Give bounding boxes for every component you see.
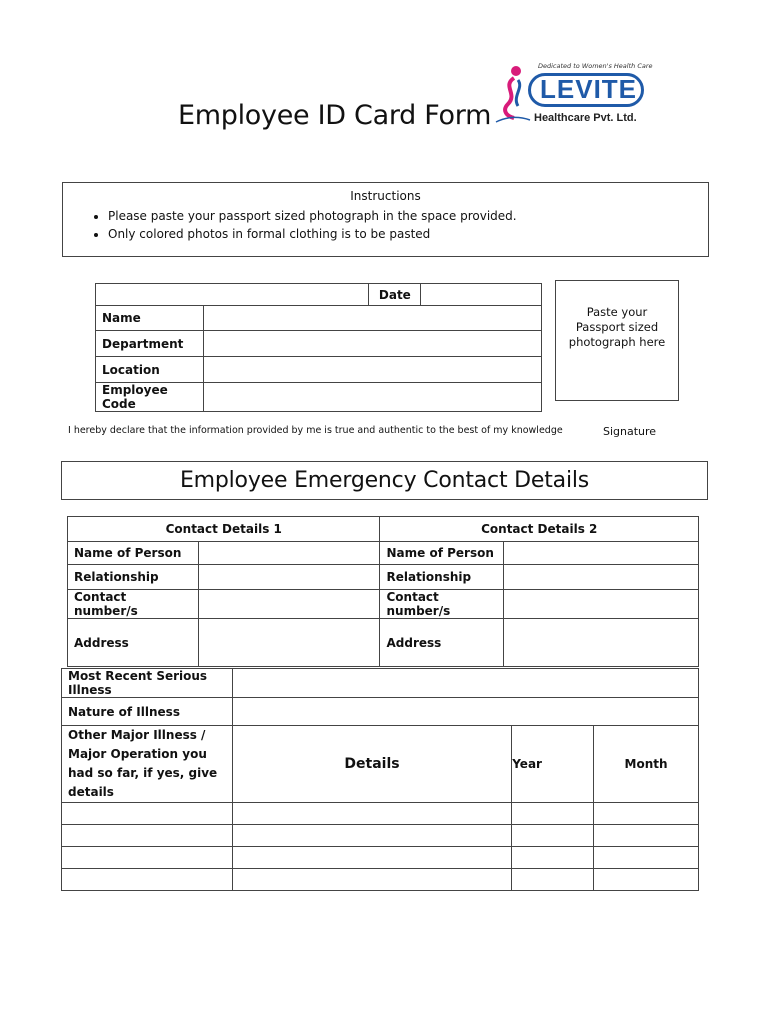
- company-logo: [492, 62, 652, 128]
- name-label: Name: [96, 306, 204, 331]
- recent-illness-label: Most Recent Serious Illness: [62, 669, 233, 698]
- logo-figure-icon: [492, 62, 532, 128]
- illness-year-cell[interactable]: [512, 847, 594, 869]
- contact1-address-input[interactable]: [198, 619, 380, 667]
- illness-month-cell[interactable]: [594, 825, 699, 847]
- contact1-relationship-input[interactable]: [198, 565, 380, 590]
- date-input[interactable]: [421, 284, 542, 306]
- photo-line: Paste your: [586, 305, 648, 319]
- contact1-address-label: Address: [68, 619, 199, 667]
- illness-details-cell[interactable]: [232, 803, 511, 825]
- department-input[interactable]: [203, 331, 541, 357]
- emergency-heading: Employee Emergency Contact Details: [61, 461, 708, 500]
- contact2-number-input[interactable]: [504, 590, 699, 619]
- emergency-contact-table: [67, 516, 699, 667]
- page-title: Employee ID Card Form: [178, 100, 492, 131]
- illness-name-cell[interactable]: [62, 869, 233, 891]
- instruction-item: • Please paste your passport sized photograph in the space provided.: [108, 207, 517, 225]
- illness-year-cell[interactable]: [512, 869, 594, 891]
- instructions-list: [93, 207, 517, 243]
- nature-illness-input[interactable]: [232, 698, 698, 726]
- illness-month-cell[interactable]: [594, 847, 699, 869]
- contact1-number-label: Contact number/s: [68, 590, 199, 619]
- contact2-relationship-input[interactable]: [504, 565, 699, 590]
- illness-details-cell[interactable]: [232, 825, 511, 847]
- photo-line: Passport sized: [575, 320, 659, 334]
- year-header: Year: [512, 726, 594, 803]
- logo-brand: LEVITE: [540, 74, 638, 104]
- instructions-box: [62, 182, 709, 257]
- declaration-text: I hereby declare that the information provided by me is true and authentic to the best of my knowledge: [68, 425, 563, 436]
- name-input[interactable]: [203, 306, 541, 331]
- photo-line: photograph here: [568, 335, 666, 349]
- contact1-relationship-label: Relationship: [68, 565, 199, 590]
- contact2-name-input[interactable]: [504, 542, 699, 565]
- illness-name-cell[interactable]: [62, 803, 233, 825]
- contact2-name-label: Name of Person: [380, 542, 504, 565]
- illness-details-cell[interactable]: [232, 847, 511, 869]
- contact2-address-input[interactable]: [504, 619, 699, 667]
- contact1-number-input[interactable]: [198, 590, 380, 619]
- month-header: Month: [594, 726, 699, 803]
- illness-year-cell[interactable]: [512, 803, 594, 825]
- nature-illness-label: Nature of Illness: [62, 698, 233, 726]
- contact2-relationship-label: Relationship: [380, 565, 504, 590]
- contact1-name-input[interactable]: [198, 542, 380, 565]
- logo-tagline: Dedicated to Women's Health Care: [538, 62, 653, 70]
- photo-box[interactable]: [555, 280, 679, 401]
- employee-code-input[interactable]: [203, 383, 541, 412]
- employee-code-label: Employee Code: [96, 383, 204, 412]
- date-spacer-cell: [96, 284, 369, 306]
- other-illness-label: Other Major Illness / Major Operation you had so far, if yes, give details: [62, 726, 233, 803]
- illness-name-cell[interactable]: [62, 825, 233, 847]
- recent-illness-input[interactable]: [232, 669, 698, 698]
- contact2-address-label: Address: [380, 619, 504, 667]
- illness-table: [61, 668, 699, 891]
- illness-month-cell[interactable]: [594, 803, 699, 825]
- signature-label: Signature: [603, 425, 657, 438]
- instruction-item: • Only colored photos in formal clothing is to be pasted: [108, 225, 517, 243]
- id-form-table: [95, 283, 542, 412]
- illness-month-cell[interactable]: [594, 869, 699, 891]
- illness-name-cell[interactable]: [62, 847, 233, 869]
- contact2-heading: Contact Details 2: [380, 517, 699, 542]
- logo-company: Healthcare Pvt. Ltd.: [534, 112, 637, 124]
- illness-details-cell[interactable]: [232, 869, 511, 891]
- illness-year-cell[interactable]: [512, 825, 594, 847]
- instructions-heading: Instructions: [350, 189, 421, 203]
- location-input[interactable]: [203, 357, 541, 383]
- contact1-name-label: Name of Person: [68, 542, 199, 565]
- date-label: Date: [369, 284, 421, 306]
- contact2-number-label: Contact number/s: [380, 590, 504, 619]
- contact1-heading: Contact Details 1: [68, 517, 380, 542]
- location-label: Location: [96, 357, 204, 383]
- details-header: Details: [232, 726, 511, 803]
- department-label: Department: [96, 331, 204, 357]
